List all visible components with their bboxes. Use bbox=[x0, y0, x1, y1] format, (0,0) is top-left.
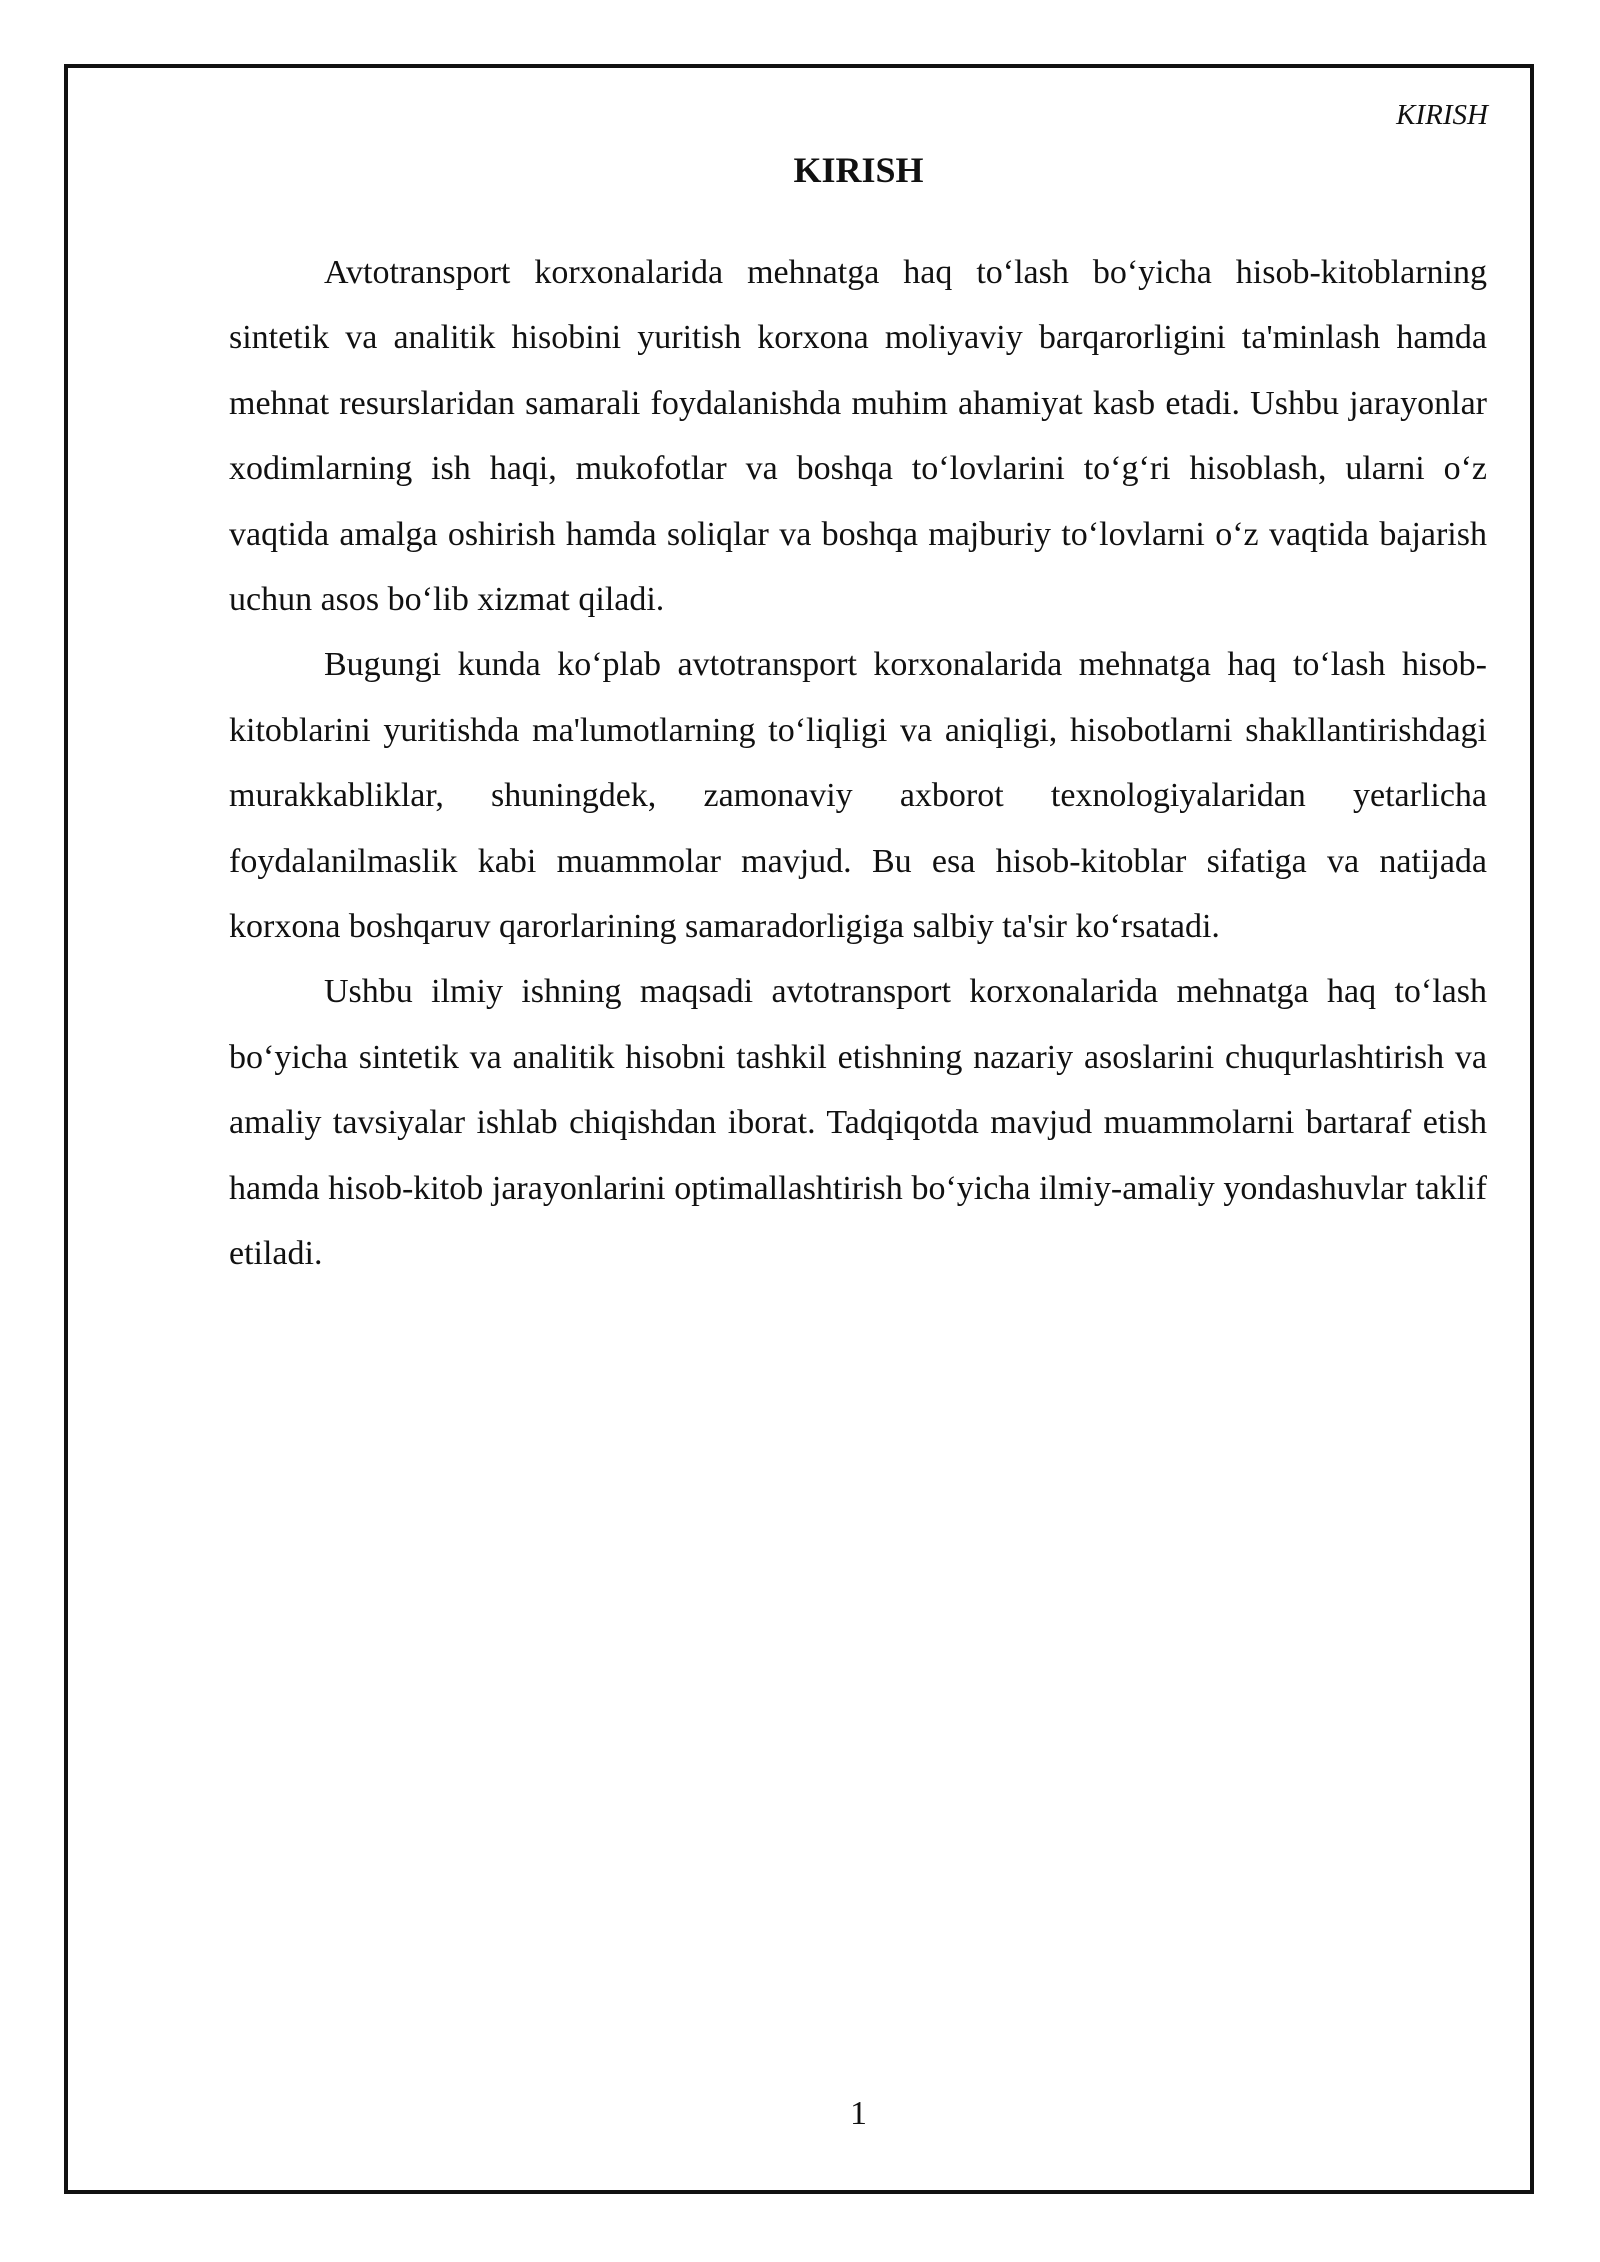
body-text bbox=[229, 240, 1487, 1287]
paragraph: Ushbu ilmiy ishning maqsadi avtotransport korxonalarida mehnatga haq to‘lash bo‘yicha sintetik va analitik hisobni tashkil etishning nazariy asoslarini chuqurlashtirish va amaliy tavsiyalar ishlab chiqishdan iborat. Tadqiqotda mavjud muammolarni bartaraf etish hamda hisob-kitob jarayonlarini optimallashtirish bo‘yicha ilmiy-amaliy yondashuvlar taklif etiladi. bbox=[229, 973, 1487, 1273]
running-header: KIRISH bbox=[1396, 99, 1488, 131]
paragraph: Avtotransport korxonalarida mehnatga haq to‘lash bo‘yicha hisob-kitoblarning sintetik va analitik hisobini yuritish korxona moliyaviy barqarorligini ta'minlash hamda mehnat resurslaridan samarali foydalanishda muhim ahamiyat kasb etadi. Ushbu jarayonlar xodimlarning ish haqi, mukofotlar va boshqa to‘lovlarini to‘g‘ri hisoblash, ularni o‘z vaqtida amalga oshirish hamda soliqlar va boshqa majburiy to‘lovlarni o‘z vaqtida bajarish uchun asos bo‘lib xizmat qiladi. bbox=[229, 254, 1487, 619]
page-title: KIRISH bbox=[793, 150, 924, 190]
page-number: 1 bbox=[850, 2095, 867, 2132]
paragraph: Bugungi kunda ko‘plab avtotransport korxonalarida mehnatga haq to‘lash hisob-kitoblarini yuritishda ma'lumotlarning to‘liqligi va aniqligi, hisobotlarni shakllantirishdagi murakkabliklar, shuningdek, zamonaviy axborot texnologiyalaridan yetarlicha foydalanilmaslik kabi muammolar mavjud. Bu esa hisob-kitoblar sifatiga va natijada korxona boshqaruv qarorlarining samaradorligiga salbiy ta'sir ko‘rsatadi. bbox=[229, 646, 1487, 946]
